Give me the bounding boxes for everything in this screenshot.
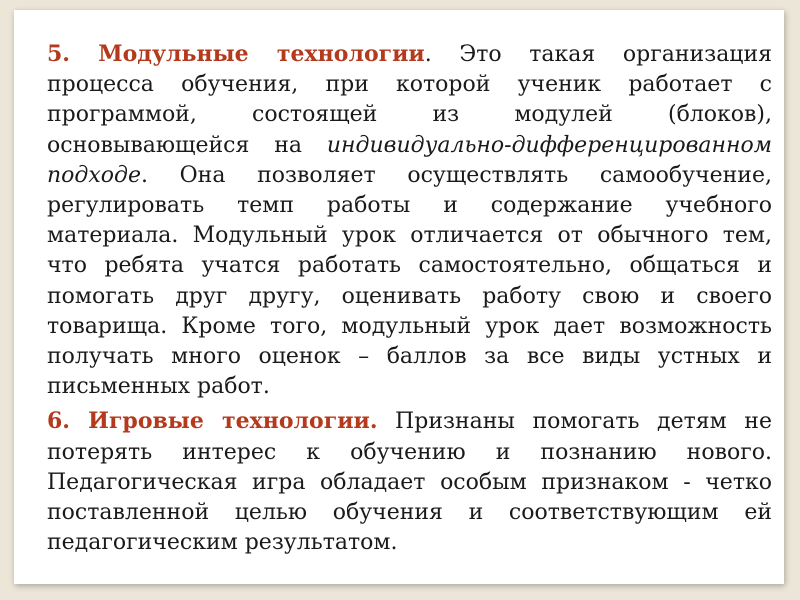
slide-card <box>14 10 784 584</box>
paragraph-game-technologies <box>47 406 772 558</box>
heading-modular-technologies: 5. Модульные технологии <box>47 41 425 67</box>
text-game-body: Признаны помогать детям не потерять интерес к обучению и познанию нового. Педагогическая игра обладает особым признаком - четко поставленной целью обучения и соответствующим ей педагогическим результатом. <box>47 409 772 556</box>
text-modular-intro: . Это такая организация процесса обучения, при которой ученик работает с программой, состоящей из модулей (блоков), основывающейся на <box>47 42 772 158</box>
text-modular-body: . Она позволяет осуществлять самообучение, регулировать темп работы и содержание учебного материала. Модульный урок отличается от обычного тем, что ребята учатся работать самостоятельно, общаться и помогать друг другу, оценивать работу свою и своего товарища. Кроме того, модульный урок дает возможность получать много оценок – баллов за все виды устных и письменных работ. <box>47 162 772 400</box>
slide-content <box>47 39 772 558</box>
text-modular-italic: индивидуально-дифференцированном подходе <box>47 132 772 188</box>
heading-game-technologies: 6. Игровые технологии. <box>47 408 378 435</box>
paragraph-modular-technologies <box>47 39 772 402</box>
